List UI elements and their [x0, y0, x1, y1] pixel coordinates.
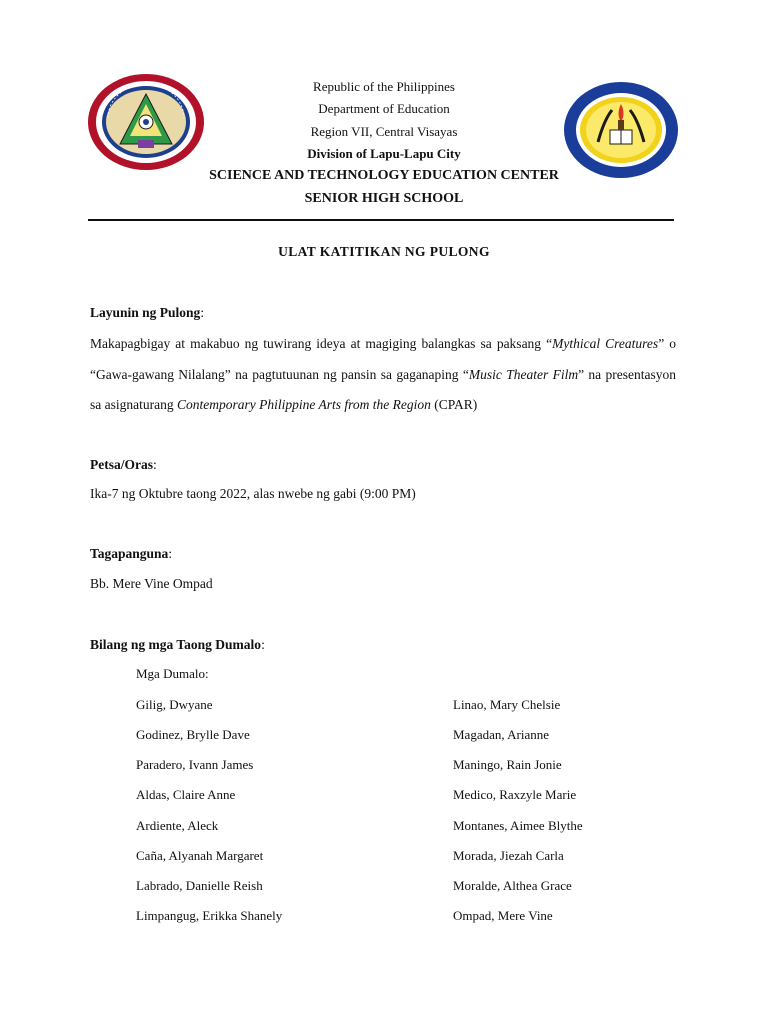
date-colon: :	[153, 457, 157, 472]
objective-text-4: (CPAR)	[430, 397, 478, 412]
attendance-label-text: Bilang ng mga Taong Dumalo	[90, 637, 262, 652]
objective-label	[90, 305, 204, 321]
attendee-left: Labrado, Danielle Reish	[136, 878, 263, 893]
date-label-text: Petsa/Oras	[90, 457, 153, 472]
attendee-left: Paradero, Ivann James	[136, 757, 254, 772]
chair-label	[90, 546, 172, 562]
objective-text-3: ” na presentasyon sa asignaturang	[90, 366, 676, 412]
objective-italic-2: Music Theater Film	[468, 366, 579, 382]
header-level: SENIOR HIGH SCHOOL	[304, 191, 464, 206]
attendee-right: Maningo, Rain Jonie	[453, 757, 562, 772]
chair-value: Bb. Mere Vine Ompad	[90, 576, 213, 591]
header-divider	[88, 219, 674, 221]
header-republic: Republic of the Philippines	[313, 79, 455, 94]
date-value: Ika-7 ng Oktubre taong 2022, alas nwebe ng gabi (9:00 PM)	[90, 486, 416, 501]
header-region: Region VII, Central Visayas	[310, 124, 458, 139]
attendee-right: Medico, Raxzyle Marie	[453, 787, 577, 802]
attendee-right: Montanes, Aimee Blythe	[453, 818, 583, 833]
attendance-colon: :	[261, 637, 265, 652]
attendee-right: Moralde, Althea Grace	[453, 878, 572, 893]
attendee-right: Magadan, Arianne	[453, 727, 550, 742]
objective-italic-1: Mythical Creatures	[552, 336, 659, 351]
attendee-left: Ardiente, Aleck	[136, 818, 219, 833]
header-school: SCIENCE AND TECHNOLOGY EDUCATION CENTER	[209, 168, 559, 183]
objective-label-text: Layunin ng Pulong	[90, 305, 201, 320]
attendee-left: Aldas, Claire Anne	[136, 787, 236, 802]
date-label	[90, 457, 157, 473]
attendee-right: Morada, Jiezah Carla	[453, 848, 564, 863]
objective-text-2: ” o “Gawa-gawang Nilalang” na pagtutuunan ng pansin sa gaganaping “	[90, 336, 676, 382]
chair-colon: :	[168, 546, 173, 561]
attendee-right: Linao, Mary Chelsie	[453, 697, 561, 712]
attendee-left: Limpangug, Erikka Shanely	[136, 908, 283, 923]
attendee-left: Godinez, Brylle Dave	[136, 727, 250, 742]
header-division: Division of Lapu-Lapu City	[307, 146, 461, 161]
attendees-heading: Mga Dumalo:	[136, 666, 209, 681]
objective-italic-3: Contemporary Philippine Arts from the Region	[176, 397, 431, 412]
header-department: Department of Education	[318, 101, 450, 116]
objective-text-1: Makapagbigay at makabuo ng tuwirang ideya at magiging balangkas sa paksang “	[90, 336, 553, 351]
attendee-right: Ompad, Mere Vine	[453, 908, 553, 923]
attendance-label	[90, 637, 265, 653]
chair-label-text: Tagapanguna	[90, 546, 169, 561]
document-title: ULAT KATITIKAN NG PULONG	[278, 244, 490, 259]
objective-colon: :	[200, 305, 205, 320]
objective-paragraph	[90, 329, 676, 421]
attendee-left: Caña, Alyanah Margaret	[136, 848, 264, 863]
attendee-left: Gilig, Dwyane	[136, 697, 213, 712]
